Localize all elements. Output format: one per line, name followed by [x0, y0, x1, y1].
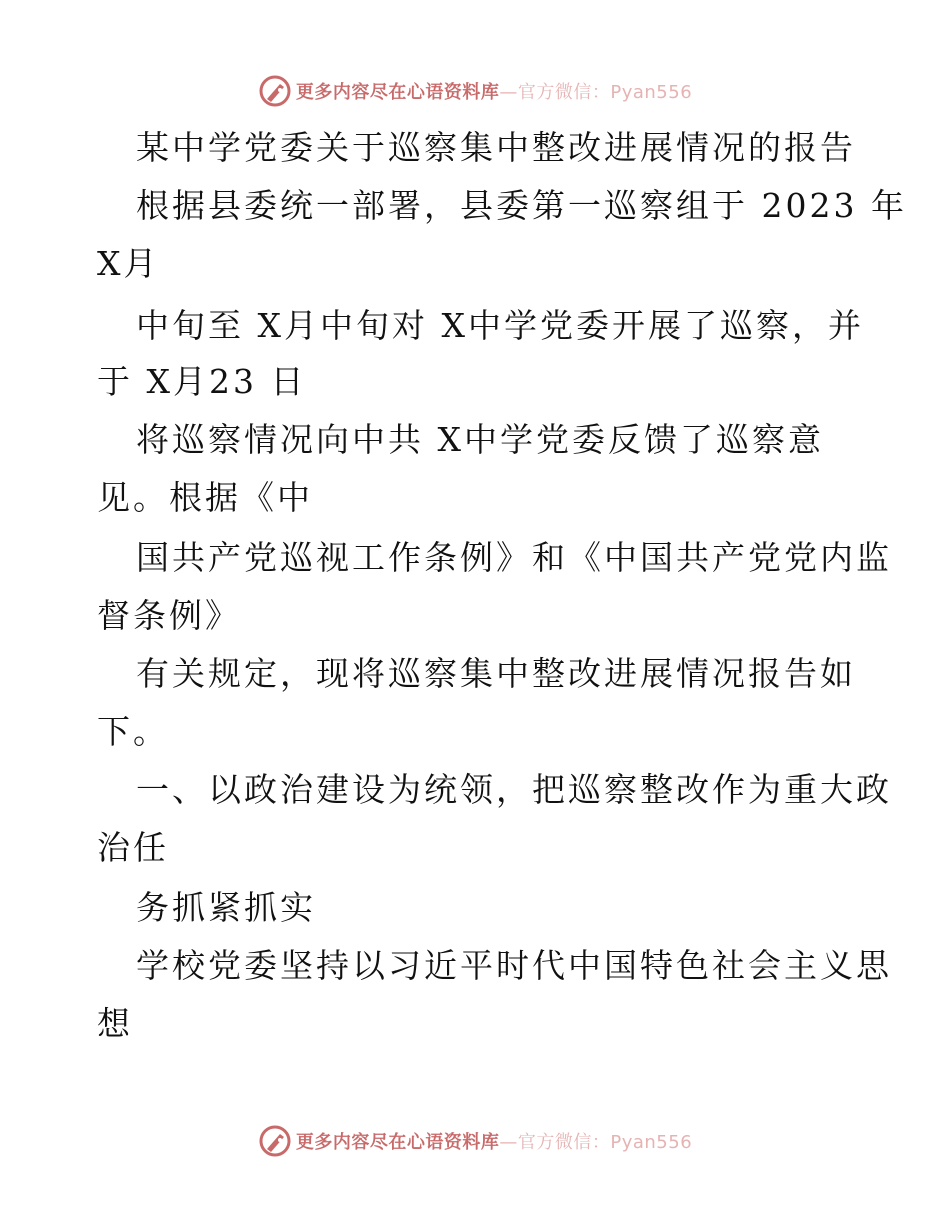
- watermark-brand: 更多内容尽在心语资料库: [295, 82, 500, 103]
- footer-watermark: [0, 1121, 950, 1161]
- watermark-brand: 更多内容尽在心语资料库: [295, 1132, 500, 1153]
- paragraph-line: 有关规定，现将巡察集中整改进展情况报告如: [136, 654, 856, 693]
- watermark-contact: —官方微信：Pyan556: [499, 1132, 693, 1153]
- section-heading-line: 一、以政治建设为统领，把巡察整改作为重大政: [136, 770, 892, 809]
- paragraph-line: X月: [97, 244, 160, 283]
- paragraph-line: 于 X月23 日: [97, 362, 307, 401]
- paragraph-line: 想: [97, 1004, 133, 1043]
- paragraph-line: 将巡察情况向中共 X中学党委反馈了巡察意: [136, 420, 824, 459]
- paragraph-line: 根据县委统一部署，县委第一巡察组于 2023 年: [136, 186, 907, 225]
- document-title: 某中学党委关于巡察集中整改进展情况的报告: [136, 128, 856, 167]
- pen-logo-icon: [258, 74, 292, 108]
- section-heading-line: 治任: [97, 828, 169, 867]
- paragraph-line: 中旬至 X月中旬对 X中学党委开展了巡察，并: [136, 306, 864, 345]
- paragraph-line: 学校党委坚持以习近平时代中国特色社会主义思: [136, 946, 892, 985]
- watermark-contact: —官方微信：Pyan556: [499, 82, 693, 103]
- pen-logo-icon: [258, 1124, 292, 1158]
- paragraph-line: 督条例》: [97, 596, 241, 635]
- paragraph-line: 下。: [97, 712, 169, 751]
- paragraph-line: 国共产党巡视工作条例》和《中国共产党党内监: [136, 538, 892, 577]
- paragraph-line: 见。根据《中: [97, 478, 313, 517]
- section-heading-line: 务抓紧抓实: [136, 888, 316, 927]
- header-watermark: [0, 71, 950, 111]
